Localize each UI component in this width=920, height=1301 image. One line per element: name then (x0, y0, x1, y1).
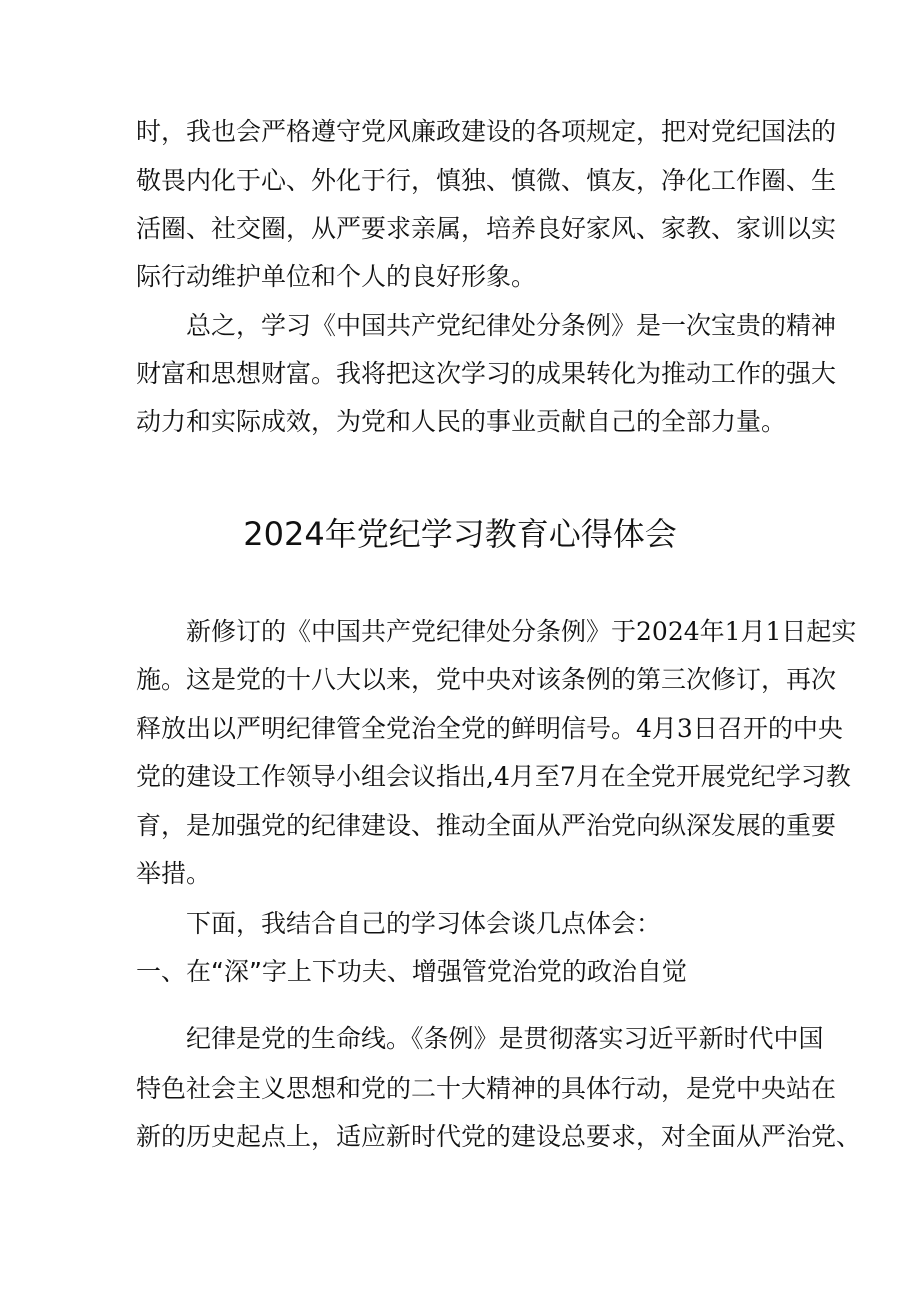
paragraph-line: 党的建设工作领导小组会议指出,4月至7月在全党开展党纪学习教 (136, 762, 851, 791)
section-heading: 一、在“深”字上下功夫、增强管党治党的政治自觉 (136, 957, 687, 986)
paragraph-line: 总之，学习《中国共产党纪律处分条例》是一次宝贵的精神 (186, 311, 837, 340)
paragraph-line: 纪律是党的生命线。《条例》是贯彻落实习近平新时代中国 (186, 1024, 824, 1053)
lead-in-text: 下面，我结合自己的学习体会谈几点体会： (186, 909, 662, 938)
paragraph-line: 施。这是党的十八大以来，党中央对该条例的第三次修订，再次 (136, 665, 837, 694)
paragraph-line: 特色社会主义思想和党的二十大精神的具体行动，是党中央站在 (136, 1074, 837, 1103)
paragraph-line: 举措。 (136, 859, 212, 888)
paragraph-line: 敬畏内化于心、外化于行，慎独、慎微、慎友，净化工作圈、生 (136, 166, 837, 195)
paragraph-line: 动力和实际成效，为党和人民的事业贡献自己的全部力量。 (136, 407, 787, 436)
paragraph-line: 育，是加强党的纪律建设、推动全面从严治党向纵深发展的重要 (136, 811, 837, 840)
document-title: 2024年党纪学习教育心得体会 (243, 515, 677, 553)
paragraph-line: 新的历史起点上，适应新时代党的建设总要求，对全面从严治党、 (136, 1122, 862, 1151)
paragraph-line: 际行动维护单位和个人的良好形象。 (136, 262, 537, 291)
paragraph-line: 新修订的《中国共产党纪律处分条例》于2024年1月1日起实 (186, 617, 857, 646)
paragraph-line: 释放出以严明纪律管全党治全党的鲜明信号。4月3日召开的中央 (136, 714, 843, 743)
paragraph-line: 财富和思想财富。我将把这次学习的成果转化为推动工作的强大 (136, 359, 837, 388)
paragraph-line: 活圈、社交圈，从严要求亲属，培养良好家风、家教、家训以实 (136, 214, 837, 243)
paragraph-line: 时，我也会严格遵守党风廉政建设的各项规定，把对党纪国法的 (136, 117, 837, 146)
